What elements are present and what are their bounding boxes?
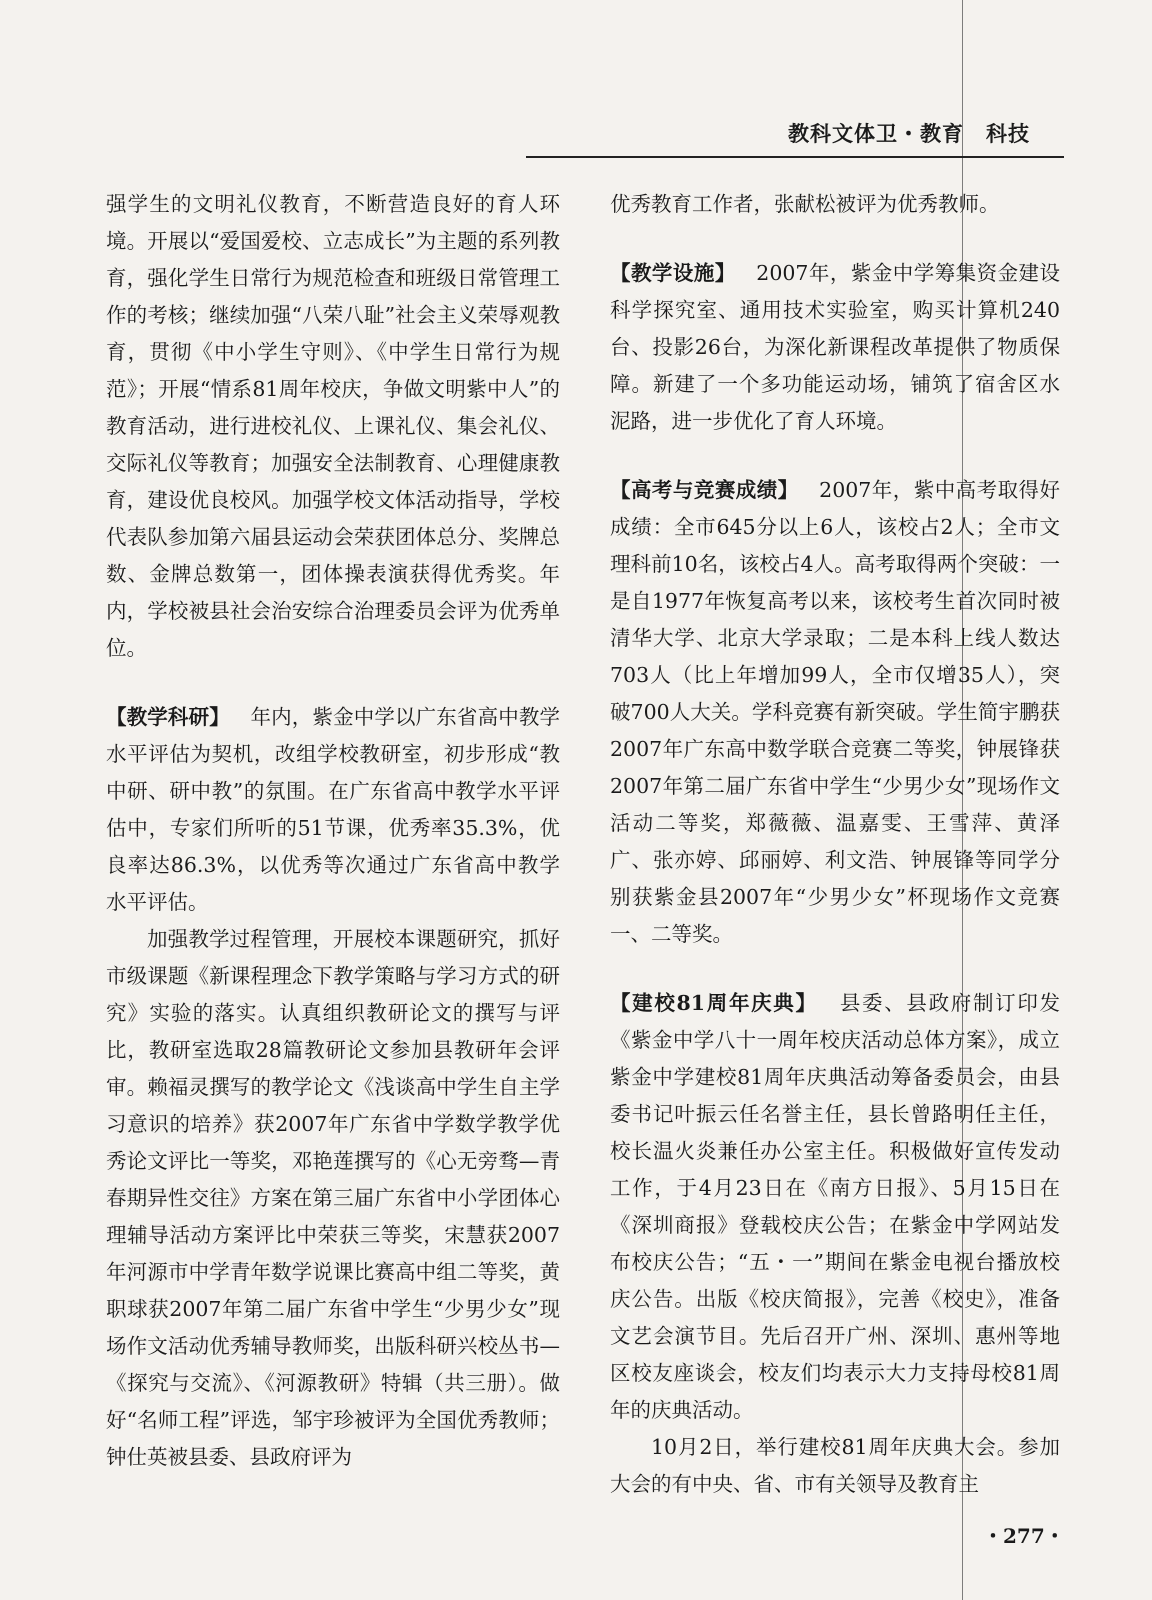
header-rule [526, 156, 1064, 158]
running-header-title: 教科文体卫・教育 科技 [788, 121, 1030, 146]
left-paragraph-1: 强学生的文明礼仪教育，不断营造良好的育人环境。开展以“爱国爱校、立志成长”为主题的系列教育，强化学生日常行为规范检查和班级日常管理工作的考核；继续加强“八荣八耻”社会主义荣辱观教育，贯彻《中小学生守则》、《中学生日常行为规范》；开展“情系81周年校庆，争做文明紫中人”的教育活动，进行进校礼仪、上课礼仪、集会礼仪、交际礼仪等教育；加强安全法制教育、心理健康教育，建设优良校风。加强学校文体活动指导，学校代表队参加第六届县运动会荣获团体总分、奖牌总数、金牌总数第一，团体操表演获得优秀奖。年内，学校被县社会治安综合治理委员会评为优秀单位。 [106, 192, 560, 660]
teaching-facilities-paragraph: 【教学设施】 2007年，紫金中学筹集资金建设科学探究室、通用技术实验室，购买计算机240台、投影26台，为深化新课程改革提供了物质保障。新建了一个多功能运动场，铺筑了宿舍区水泥路，进一步优化了育人环境。 [610, 261, 1061, 433]
exam-results-paragraph: 【高考与竞赛成绩】 2007年，紫中高考取得好成绩：全市645分以上6人，该校占2人；全市文理科前10名，该校占4人。高考取得两个突破：一是自1977年恢复高考以来，该校考生首次同时被清华大学、北京大学录取；二是本科上线人数达703人（比上年增加99人，全市仅增35人），突破700人大关。学科竞赛有新突破。学生简宇鹏获2007年广东高中数学联合竞赛二等奖，钟展锋获2007年第二届广东省中学生“少男少女”现场作文活动二等奖，郑薇薇、温嘉雯、王雪萍、黄泽广、张亦婷、邱丽婷、利文浩、钟展锋等同学分别获紫金县2007年“少男少女”杯现场作文竞赛一、二等奖。 [610, 478, 1061, 946]
teaching-research-heading: 【教学科研】 [106, 705, 230, 729]
left-paragraph-3: 加强教学过程管理，开展校本课题研究，抓好市级课题《新课程理念下教学策略与学习方式的研究》实验的落实。认真组织教研论文的撰写与评比，教研室选取28篇教研论文参加县教研年会评审。赖福灵撰写的教学论文《浅谈高中学生自主学习意识的培养》获2007年广东省中学数学教学优秀论文评比一等奖，邓艳莲撰写的《心无旁骛—青春期异性交往》方案在第三届广东省中小学团体心理辅导活动方案评比中荣获三等奖，宋慧获2007年河源市中学青年数学说课比赛高中组二等奖，黄职球获2007年第二届广东省中学生“少男少女”现场作文活动优秀辅导教师奖，出版科研兴校丛书—《探究与交流》、《河源教研》特辑（共三册）。做好“名师工程”评选，邹宇珍被评为全国优秀教师；钟仕英被县委、县政府评为 [106, 927, 560, 1469]
page-number: ・277・ [983, 1524, 1065, 1548]
teaching-research-paragraph: 【教学科研】 年内，紫金中学以广东省高中教学水平评估为契机，改组学校教研室，初步形成“教中研、研中教”的氛围。在广东省高中教学水平评估中，专家们所听的51节课，优秀率35.3%，优良率达86.3%，以优秀等次通过广东省高中教学水平评估。 [106, 705, 561, 914]
right-paragraph-5: 10月2日，举行建校81周年庆典大会。参加大会的有中央、省、市有关领导及教育主 [610, 1435, 1060, 1496]
left-column [106, 186, 560, 1476]
right-paragraph-1: 优秀教育工作者，张献松被评为优秀教师。 [610, 192, 1000, 216]
exam-results-heading: 【高考与竞赛成绩】 [610, 478, 799, 502]
right-column [610, 186, 1060, 1503]
anniversary-heading: 【建校81周年庆典】 [610, 991, 818, 1015]
teaching-facilities-heading: 【教学设施】 [610, 261, 736, 285]
anniversary-paragraph: 【建校81周年庆典】 县委、县政府制订印发《紫金中学八十一周年校庆活动总体方案》，成立紫金中学建校81周年庆典活动筹备委员会，由县委书记叶振云任名誉主任，县长曾路明任主任，校长温火炎兼任办公室主任。积极做好宣传发动工作，于4月23日在《南方日报》、5月15日在《深圳商报》登载校庆公告；在紫金中学网站发布校庆公告；“五・一”期间在紫金电视台播放校庆公告。出版《校庆简报》，完善《校史》，准备文艺会演节目。先后召开广州、深圳、惠州等地区校友座谈会，校友们均表示大力支持母校81周年的庆典活动。 [610, 991, 1060, 1422]
